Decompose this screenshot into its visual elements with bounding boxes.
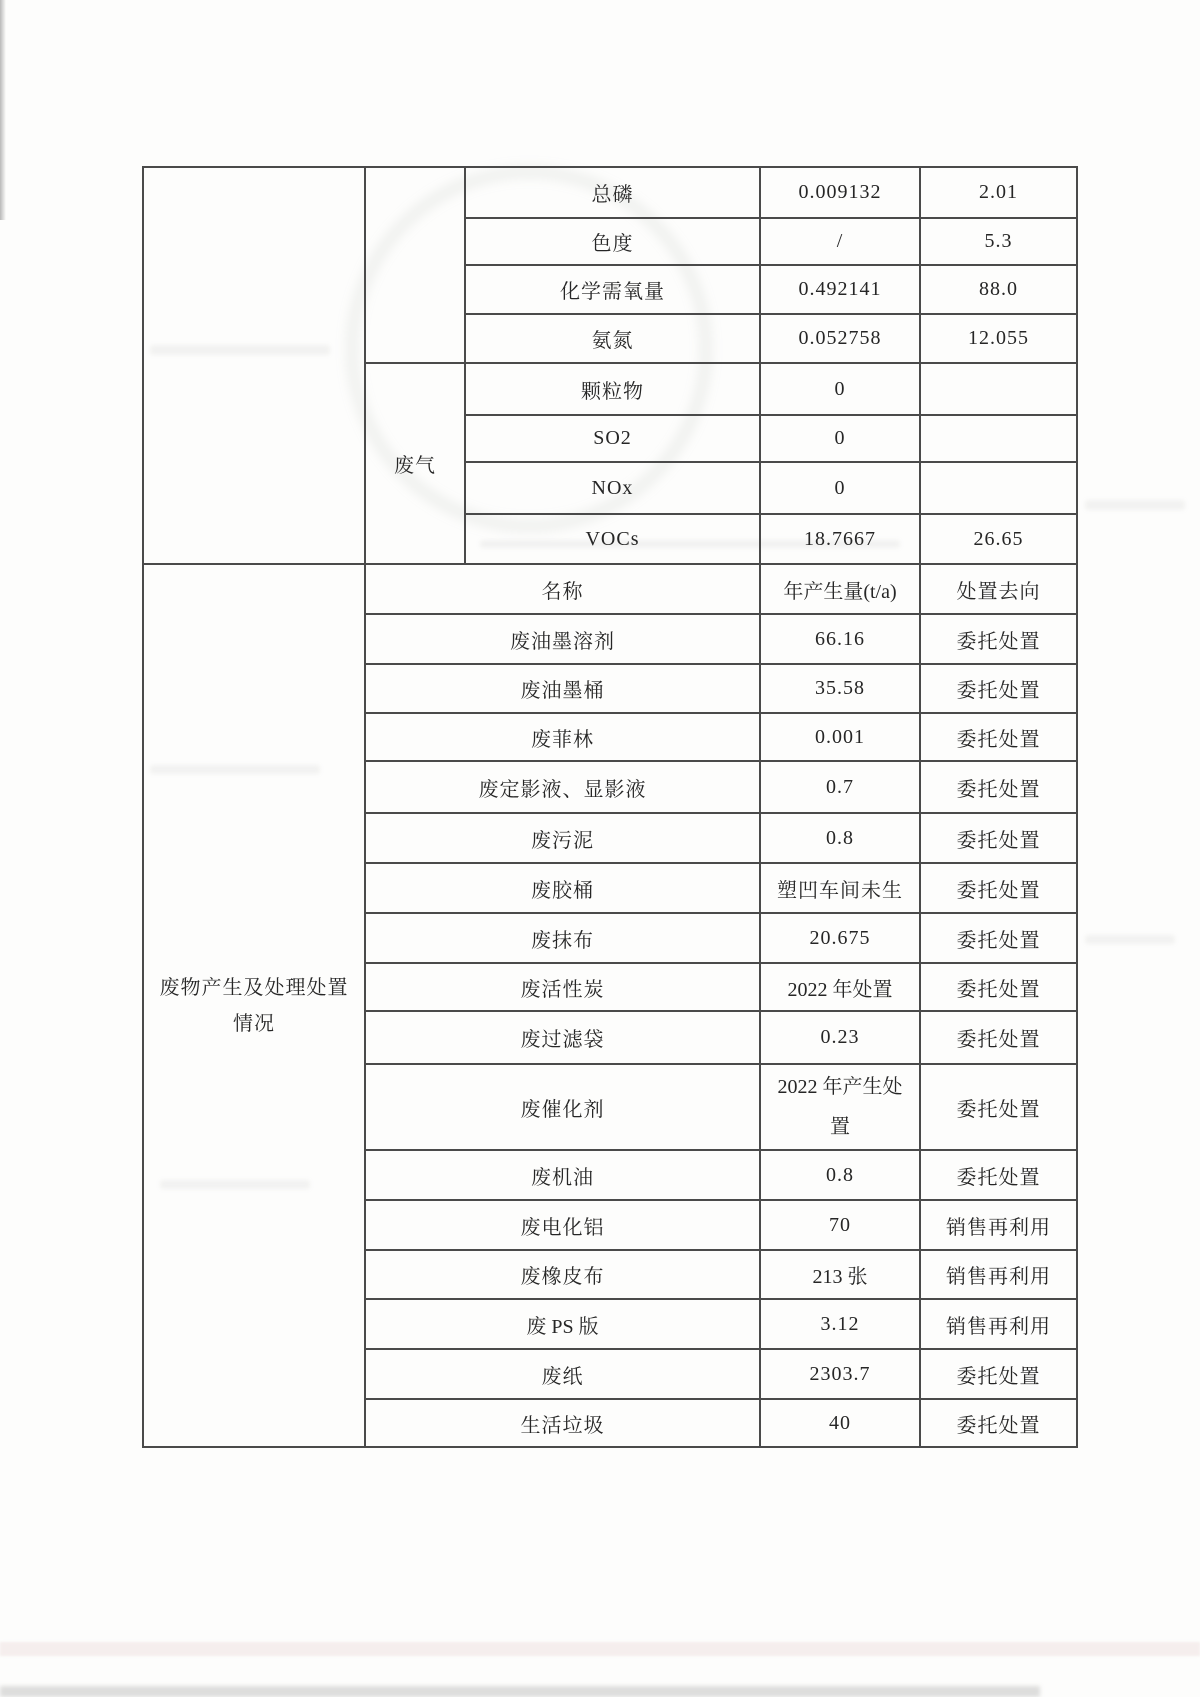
waste-dest-cell: 委托处置 [920, 813, 1077, 863]
waste-name-cell: 废胶桶 [365, 863, 760, 913]
waste-dest-cell: 委托处置 [920, 761, 1077, 813]
pollutant-concentration-cell: 26.65 [920, 514, 1077, 564]
waste-dest-cell: 委托处置 [920, 863, 1077, 913]
waste-dest-cell: 委托处置 [920, 913, 1077, 963]
waste-header-qty: 年产生量(t/a) [760, 564, 920, 614]
water-group-cell [365, 167, 465, 363]
waste-name-cell: 废污泥 [365, 813, 760, 863]
scan-artifact-band [0, 1686, 1040, 1697]
waste-name-cell: 废纸 [365, 1349, 760, 1399]
waste-header-name: 名称 [365, 564, 760, 614]
waste-section-label-line1: 废物产生及处理处置 [159, 976, 349, 999]
pollutant-name-cell: 色度 [465, 218, 760, 265]
scan-artifact [1085, 500, 1185, 510]
pollutant-emission-cell: 0.052758 [760, 314, 920, 363]
pollutant-name-cell: 总磷 [465, 167, 760, 218]
waste-qty-cell: 35.58 [760, 664, 920, 713]
waste-name-cell: 废定影液、显影液 [365, 761, 760, 813]
waste-name-cell: 废 PS 版 [365, 1299, 760, 1349]
waste-dest-cell: 委托处置 [920, 614, 1077, 664]
pollutant-emission-cell: / [760, 218, 920, 265]
emissions-waste-table [142, 166, 1078, 1448]
waste-section-label-cell [143, 564, 365, 1447]
pollutant-emission-cell: 0 [760, 363, 920, 415]
pollutant-name-cell: VOCs [465, 514, 760, 564]
waste-qty-cell: 3.12 [760, 1299, 920, 1349]
pollutant-concentration-cell [920, 363, 1077, 415]
waste-qty-cell: 2022 年处置 [760, 963, 920, 1011]
waste-dest-cell: 销售再利用 [920, 1250, 1077, 1299]
pollutant-concentration-cell: 2.01 [920, 167, 1077, 218]
waste-name-cell: 废电化铝 [365, 1200, 760, 1250]
scan-artifact-band [0, 1642, 1200, 1656]
pollutant-concentration-cell [920, 462, 1077, 514]
waste-header-dest: 处置去向 [920, 564, 1077, 614]
waste-qty-cell: 0.001 [760, 713, 920, 761]
waste-name-cell: 废机油 [365, 1150, 760, 1200]
waste-dest-cell: 委托处置 [920, 1064, 1077, 1150]
waste-header-row [143, 564, 1077, 614]
waste-qty-cell: 0.23 [760, 1011, 920, 1064]
waste-dest-cell: 委托处置 [920, 1150, 1077, 1200]
waste-dest-cell: 委托处置 [920, 1399, 1077, 1447]
waste-qty-cell: 0.8 [760, 1150, 920, 1200]
waste-qty-cell: 66.16 [760, 614, 920, 664]
scan-edge-shadow [0, 0, 6, 220]
waste-qty-cell: 0.7 [760, 761, 920, 813]
pollutant-emission-cell: 0.492141 [760, 265, 920, 314]
pollutant-emission-cell: 0.009132 [760, 167, 920, 218]
waste-name-cell: 废油墨溶剂 [365, 614, 760, 664]
waste-qty-cell: 2303.7 [760, 1349, 920, 1399]
waste-dest-cell: 委托处置 [920, 963, 1077, 1011]
waste-name-cell: 废橡皮布 [365, 1250, 760, 1299]
pollutant-emission-cell: 0 [760, 415, 920, 462]
pollutant-name-cell: SO2 [465, 415, 760, 462]
waste-name-cell: 废活性炭 [365, 963, 760, 1011]
waste-qty-cell: 70 [760, 1200, 920, 1250]
left-spacer-cell [143, 167, 365, 564]
waste-dest-cell: 销售再利用 [920, 1299, 1077, 1349]
pollutant-name-cell: 氨氮 [465, 314, 760, 363]
waste-dest-cell: 委托处置 [920, 1011, 1077, 1064]
waste-qty-cell: 40 [760, 1399, 920, 1447]
waste-name-cell: 废抹布 [365, 913, 760, 963]
pollutant-concentration-cell: 88.0 [920, 265, 1077, 314]
waste-name-cell: 废催化剂 [365, 1064, 760, 1150]
pollutant-name-cell: 化学需氧量 [465, 265, 760, 314]
waste-dest-cell: 销售再利用 [920, 1200, 1077, 1250]
waste-qty-cell: 塑凹车间未生 [760, 863, 920, 913]
waste-qty-cell: 0.8 [760, 813, 920, 863]
pollutant-row [143, 167, 1077, 218]
pollutant-name-cell: NOx [465, 462, 760, 514]
waste-qty-cell: 213 张 [760, 1250, 920, 1299]
waste-dest-cell: 委托处置 [920, 664, 1077, 713]
gas-group-cell: 废气 [365, 363, 465, 564]
pollutant-name-cell: 颗粒物 [465, 363, 760, 415]
pollutant-concentration-cell: 12.055 [920, 314, 1077, 363]
waste-dest-cell: 委托处置 [920, 713, 1077, 761]
waste-name-cell: 废油墨桶 [365, 664, 760, 713]
pollutant-concentration-cell [920, 415, 1077, 462]
waste-qty-cell: 20.675 [760, 913, 920, 963]
waste-qty-cell: 2022 年产生处置 [760, 1064, 920, 1150]
scan-artifact [1085, 935, 1175, 944]
waste-dest-cell: 委托处置 [920, 1349, 1077, 1399]
waste-name-cell: 废菲林 [365, 713, 760, 761]
pollutant-emission-cell: 0 [760, 462, 920, 514]
pollutant-emission-cell: 18.7667 [760, 514, 920, 564]
waste-name-cell: 废过滤袋 [365, 1011, 760, 1064]
waste-section-label-line2: 情况 [233, 1012, 275, 1035]
pollutant-concentration-cell: 5.3 [920, 218, 1077, 265]
waste-name-cell: 生活垃圾 [365, 1399, 760, 1447]
